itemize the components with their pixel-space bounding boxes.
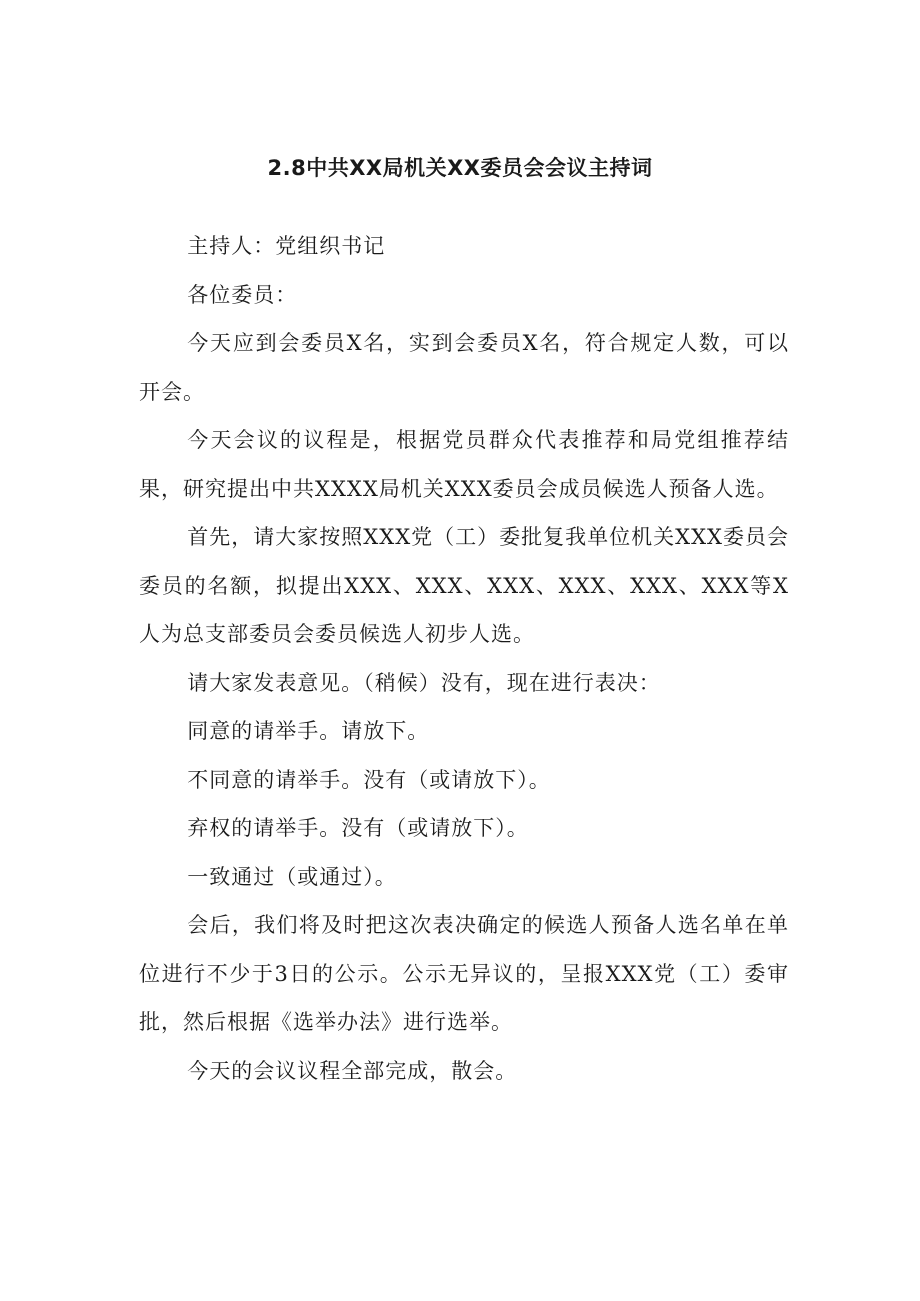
document-title: 2.8中共XX局机关XX委员会会议主持词: [267, 156, 653, 180]
paragraph-publicity: 会后，我们将及时把这次表决确定的候选人预备人选名单在单位进行不少于3日的公示。公示无异议的，呈报XXX党（工）委审批，然后根据《选举办法》进行选举。: [139, 913, 789, 1034]
paragraph-call-for-opinions: 请大家发表意见。（稍候）没有，现在进行表决：: [187, 670, 661, 695]
paragraph-closing: 今天的会议议程全部完成，散会。: [187, 1058, 518, 1083]
paragraph-attendance: 今天应到会委员X名，实到会委员X名，符合规定人数，可以开会。: [139, 331, 789, 404]
paragraph-vote-abstain: 弃权的请举手。没有（或请放下）。: [187, 816, 529, 840]
salutation: 各位委员：: [187, 282, 298, 307]
host-line: 主持人：党组织书记: [187, 234, 386, 258]
paragraph-agenda: 今天会议的议程是，根据党员群众代表推荐和局党组推荐结果，研究提出中共XXXX局机关XXX委员会成员候选人预备人选。: [139, 428, 789, 501]
document-body: [139, 222, 789, 1095]
paragraph-vote-agree: 同意的请举手。请放下。: [187, 719, 430, 743]
paragraph-vote-disagree: 不同意的请举手。没有（或请放下）。: [187, 767, 551, 792]
paragraph-result: 一致通过（或通过）。: [187, 864, 397, 889]
paragraph-nominees: 首先，请大家按照XXX党（工）委批复我单位机关XXX委员会委员的名额，拟提出XXX、XXX、XXX、XXX、XXX、XXX等X人为总支部委员会委员候选人初步人选。: [139, 525, 789, 646]
